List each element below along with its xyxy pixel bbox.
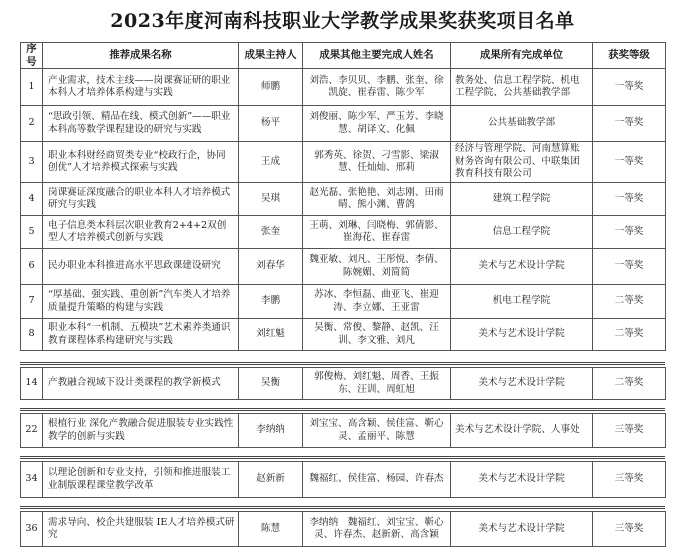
cell-units: 美术与艺术设计学院	[451, 512, 593, 547]
cell-level: 一等奖	[593, 142, 666, 183]
cell-leader: 刘春华	[239, 249, 303, 285]
cell-name: “思政引领、精品在线、模式创新”——职业本科高等数学课程建设的研究与实践	[43, 106, 239, 142]
cell-leader: 李鹏	[239, 285, 303, 319]
cell-level: 三等奖	[593, 414, 666, 448]
cell-leader: 王成	[239, 142, 303, 183]
cell-units: 教务处、信息工程学院、机电工程学院、公共基础教学部	[451, 69, 593, 106]
cell-members: 刘宝宝、高含颖、侯佳富、靳心灵、孟丽平、陈慧	[303, 414, 451, 448]
cell-units: 公共基础教学部	[451, 106, 593, 142]
cell-members: 刘浩、李贝贝、李鹏、张奎、徐凯旋、崔春雷、陈少军	[303, 69, 451, 106]
cell-leader: 师鹏	[239, 69, 303, 106]
cell-name: 需求导向、校企共建服装 IE人才培养模式研究	[43, 512, 239, 547]
cell-no: 36	[21, 512, 43, 547]
cell-no: 4	[21, 183, 43, 216]
table-row	[21, 285, 666, 319]
cell-leader: 杨平	[239, 106, 303, 142]
cell-level: 一等奖	[593, 249, 666, 285]
award-table-fragment	[20, 413, 666, 448]
cell-no: 3	[21, 142, 43, 183]
cell-name: 职业本科财经商贸类专业“校政行企，协同创优”人才培养模式探索与实践	[43, 142, 239, 183]
cell-level: 一等奖	[593, 106, 666, 142]
cell-units: 美术与艺术设计学院	[451, 319, 593, 351]
cell-no: 8	[21, 319, 43, 351]
cell-units: 美术与艺术设计学院	[451, 462, 593, 498]
table-row	[21, 249, 666, 285]
cell-units: 机电工程学院	[451, 285, 593, 319]
table-row	[21, 216, 666, 249]
cell-no: 7	[21, 285, 43, 319]
cell-members: 魏亚敏、刘凡、王彤悦、李倩、陈婉媚、刘简简	[303, 249, 451, 285]
award-table-fragment	[20, 367, 666, 400]
cell-no: 6	[21, 249, 43, 285]
table-gap-divider	[20, 456, 665, 459]
cell-leader: 赵新新	[239, 462, 303, 498]
table-row	[21, 319, 666, 351]
cell-name: 以理论创新和专业支持，引领和推进服装工业制版课程课堂教学改革	[43, 462, 239, 498]
table-row	[21, 368, 666, 400]
table-row	[21, 106, 666, 142]
table-row	[21, 512, 666, 547]
cell-units: 美术与艺术设计学院	[451, 249, 593, 285]
cell-name: 电子信息类本科层次职业教育2+4+2双创型人才培养模式创新与实践	[43, 216, 239, 249]
cell-no: 34	[21, 462, 43, 498]
cell-leader: 刘红魁	[239, 319, 303, 351]
award-table-fragment	[20, 461, 666, 498]
cell-members: 苏冰、李恒磊、曲亚飞、崔迎涛、李立娜、王亚雷	[303, 285, 451, 319]
cell-name: “厚基础、强实践、重创新”汽车类人才培养质量提升策略的构建与实践	[43, 285, 239, 319]
table-row	[21, 414, 666, 448]
cell-leader: 张奎	[239, 216, 303, 249]
cell-name: 产教融合视域下设计类课程的教学新模式	[43, 368, 239, 400]
cell-level: 一等奖	[593, 216, 666, 249]
cell-leader: 陈慧	[239, 512, 303, 547]
cell-name: 岗课赛证深度融合的职业本科人才培养模式研究与实践	[43, 183, 239, 216]
table-gap-divider	[20, 362, 665, 365]
cell-units: 信息工程学院	[451, 216, 593, 249]
cell-members: 王萌、刘琳、闫晓梅、郭倩影、崔海花、崔春雷	[303, 216, 451, 249]
cell-members: 刘俊丽、陈少军、严玉芳、李晓慧、胡译文、化佩	[303, 106, 451, 142]
page-title: 2023年度河南科技职业大学教学成果奖获奖项目名单	[110, 10, 575, 32]
header-no: 序号	[21, 43, 43, 69]
header-members: 成果其他主要完成人姓名	[303, 43, 451, 69]
header-leader: 成果主持人	[239, 43, 303, 69]
cell-level: 一等奖	[593, 69, 666, 106]
cell-units: 建筑工程学院	[451, 183, 593, 216]
cell-level: 二等奖	[593, 319, 666, 351]
award-table-fragment	[20, 511, 666, 547]
cell-leader: 李纳纳	[239, 414, 303, 448]
cell-members: 魏福红、侯佳富、杨园、许春杰	[303, 462, 451, 498]
cell-leader: 吴琪	[239, 183, 303, 216]
header-level: 获奖等级	[593, 43, 666, 69]
table-row	[21, 462, 666, 498]
cell-members: 赵光磊、张艳艳、刘志刚、田雨晴、熊小渊、曹鸽	[303, 183, 451, 216]
cell-name: 职业本科“一机制、五模块”艺术素养类通识教育课程体系构建研究与实践	[43, 319, 239, 351]
header-name: 推荐成果名称	[43, 43, 239, 69]
cell-members: 吴衡、常俊、黎静、赵凯、汪训、李文雅、刘凡	[303, 319, 451, 351]
cell-level: 三等奖	[593, 512, 666, 547]
cell-name: 民办职业本科推进高水平思政课建设研究	[43, 249, 239, 285]
table-row	[21, 142, 666, 183]
header-units: 成果所有完成单位	[451, 43, 593, 69]
cell-members: 李纳纳 魏福红、刘宝宝、靳心灵、许春杰、赵新新、高含颖	[303, 512, 451, 547]
cell-no: 2	[21, 106, 43, 142]
cell-level: 二等奖	[593, 285, 666, 319]
table-gap-divider	[20, 408, 665, 411]
cell-units: 美术与艺术设计学院、人事处	[451, 414, 593, 448]
cell-level: 二等奖	[593, 368, 666, 400]
cell-level: 一等奖	[593, 183, 666, 216]
cell-no: 1	[21, 69, 43, 106]
cell-units: 美术与艺术设计学院	[451, 368, 593, 400]
cell-members: 郭秀英、徐贺、刁雪影、梁淑慧、任灿灿、邢莉	[303, 142, 451, 183]
table-gap-divider	[20, 506, 665, 509]
table-header-row	[21, 43, 666, 69]
cell-members: 郭俊梅、刘红魁、周香、王振东、汪训、周虹旭	[303, 368, 451, 400]
cell-units: 经济与管理学院、河南慧算账财务咨询有限公司、中联集团教育科技有限公司	[451, 142, 593, 183]
cell-no: 5	[21, 216, 43, 249]
cell-leader: 吴衡	[239, 368, 303, 400]
cell-no: 22	[21, 414, 43, 448]
cell-no: 14	[21, 368, 43, 400]
award-table	[20, 42, 666, 351]
table-row	[21, 69, 666, 106]
cell-name: 根植行业 深化产教融合促进服装专业实践性教学的创新与实践	[43, 414, 239, 448]
table-row	[21, 183, 666, 216]
cell-name: 产业需求，技术主线——岗课赛证研的职业本科人才培养体系构建与实践	[43, 69, 239, 106]
cell-level: 三等奖	[593, 462, 666, 498]
